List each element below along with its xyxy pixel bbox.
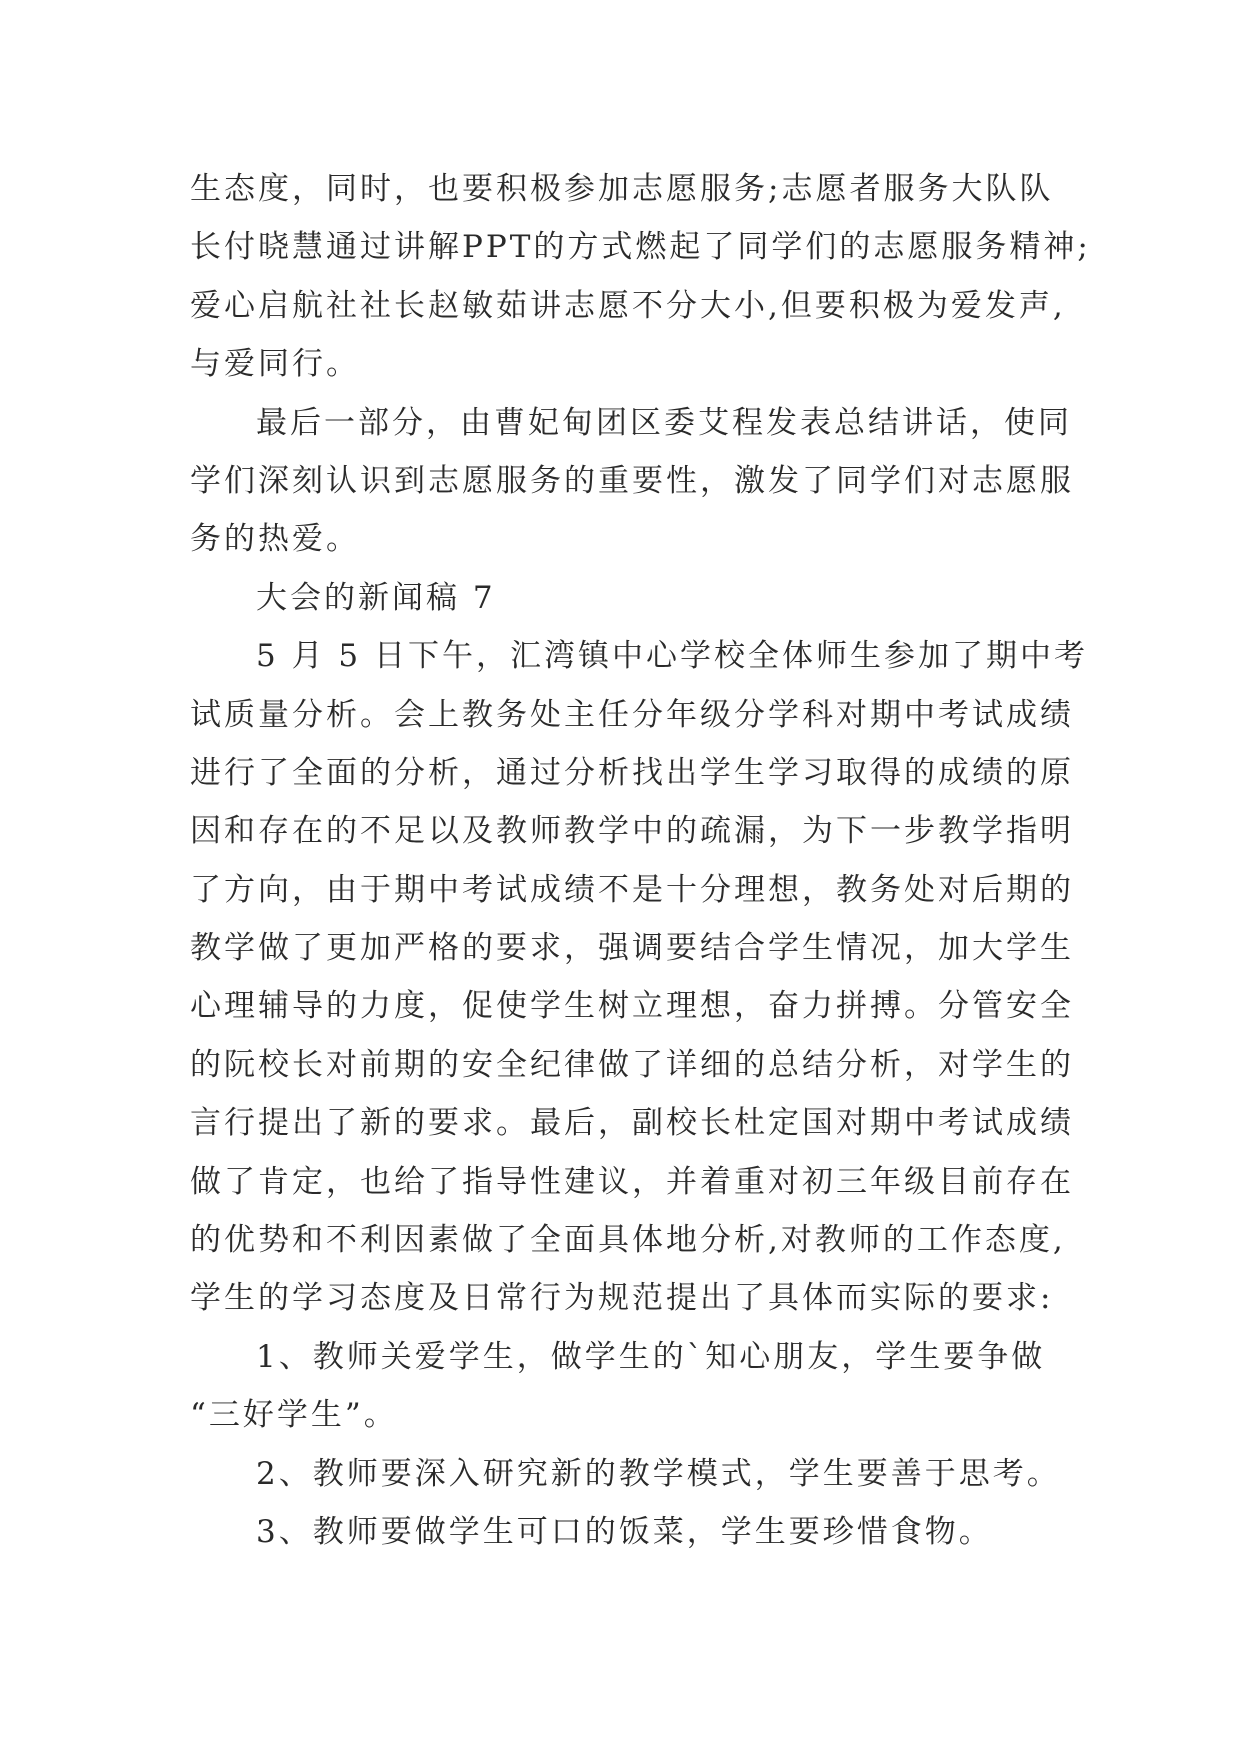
text-line: 爱心启航社社长赵敏茹讲志愿不分大小,但要积极为爱发声, <box>190 287 1066 324</box>
text-line: 长付晓慧通过讲解PPT的方式燃起了同学们的志愿服务精神; <box>190 229 1091 266</box>
text-line: 试质量分析。会上教务处主任分年级分学科对期中考试成绩 <box>190 696 1074 733</box>
list-item-2: 2、教师要深入研究新的教学模式，学生要善于思考。 <box>256 1455 1061 1492</box>
text-line: 的优势和不利因素做了全面具体地分析,对教师的工作态度, <box>190 1222 1066 1259</box>
document-body <box>190 160 1091 1561</box>
text-line: 进行了全面的分析，通过分析找出学生学习取得的成绩的原 <box>190 754 1074 791</box>
list-item-1: 1、教师关爱学生，做学生的`知心朋友，学生要争做 <box>256 1338 1046 1375</box>
text-line: 生态度，同时，也要积极参加志愿服务;志愿者服务大队队 <box>190 171 1054 207</box>
paragraph-start-line: 5 月 5 日下午，汇湾镇中心学校全体师生参加了期中考 <box>256 638 1089 675</box>
list-item-3: 3、教师要做学生可口的饭菜，学生要珍惜食物。 <box>256 1513 993 1550</box>
text-line: 言行提出了新的要求。最后，副校长杜定国对期中考试成绩 <box>190 1105 1074 1142</box>
text-line: 的阮校长对前期的安全纪律做了详细的总结分析，对学生的 <box>190 1046 1074 1083</box>
paragraph-start-line: 最后一部分，由曹妃甸团区委艾程发表总结讲话，使同 <box>256 404 1072 441</box>
text-line: 学生的学习态度及日常行为规范提出了具体而实际的要求: <box>190 1280 1054 1317</box>
text-line: 了方向，由于期中考试成绩不是十分理想，教务处对后期的 <box>190 871 1074 908</box>
text-line: 务的热爱。 <box>190 521 360 558</box>
text-line: “三好学生”。 <box>190 1397 398 1434</box>
text-line: 心理辅导的力度，促使学生树立理想，奋力拼搏。分管安全 <box>190 988 1074 1025</box>
text-line: 教学做了更加严格的要求，强调要结合学生情况，加大学生 <box>190 930 1074 967</box>
section-heading: 大会的新闻稿 7 <box>256 579 496 616</box>
text-line: 因和存在的不足以及教师教学中的疏漏，为下一步教学指明 <box>190 813 1074 850</box>
text-line: 学们深刻认识到志愿服务的重要性，激发了同学们对志愿服 <box>190 462 1074 499</box>
text-line: 与爱同行。 <box>190 346 360 383</box>
text-line: 做了肯定，也给了指导性建议，并着重对初三年级目前存在 <box>190 1163 1074 1200</box>
